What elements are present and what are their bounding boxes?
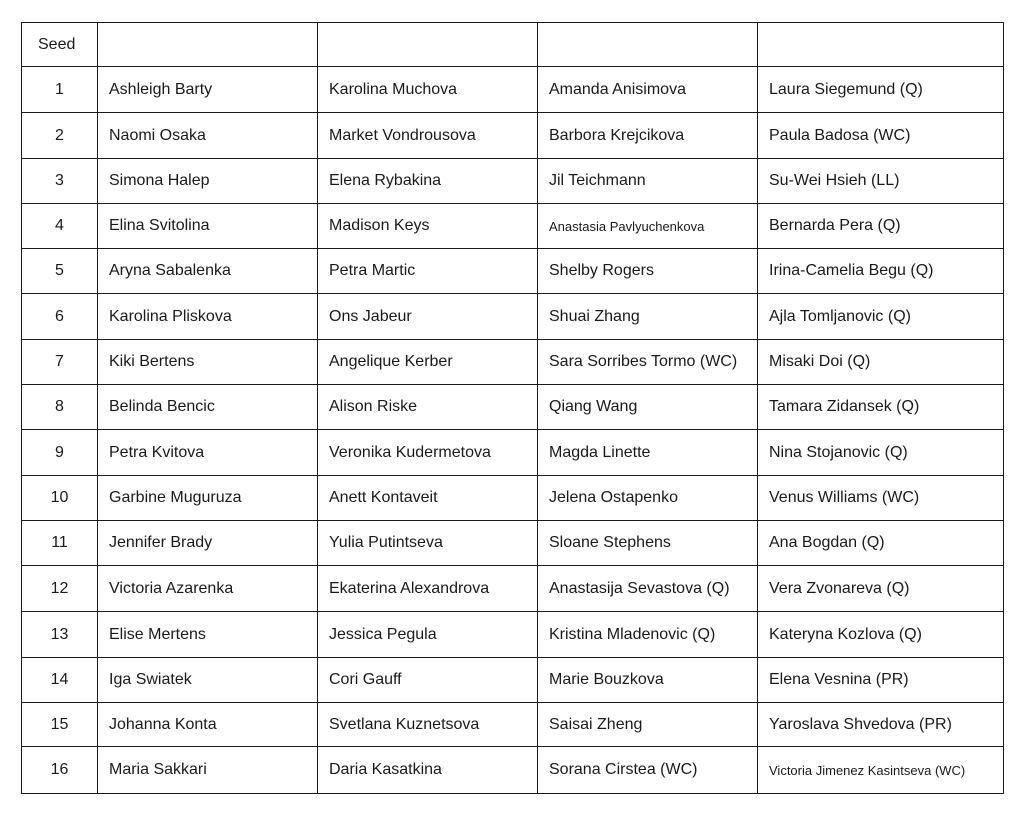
player-name: Market Vondrousova <box>318 113 538 159</box>
player-name: Saisai Zheng <box>538 703 758 747</box>
seed-table <box>21 22 1004 794</box>
player-name: Johanna Konta <box>98 703 318 747</box>
player-name: Anett Kontaveit <box>318 476 538 521</box>
player-name: Svetlana Kuznetsova <box>318 703 538 747</box>
table-row <box>22 476 1004 521</box>
seed-number: 1 <box>22 67 98 113</box>
player-name: Angelique Kerber <box>318 340 538 385</box>
player-name: Bernarda Pera (Q) <box>758 204 1004 249</box>
header-cell <box>318 23 538 67</box>
table-row <box>22 67 1004 113</box>
table-row <box>22 521 1004 566</box>
header-row <box>22 23 1004 67</box>
player-name: Marie Bouzkova <box>538 658 758 703</box>
player-name: Elena Vesnina (PR) <box>758 658 1004 703</box>
player-name: Ons Jabeur <box>318 294 538 340</box>
player-name: Yulia Putintseva <box>318 521 538 566</box>
header-seed: Seed <box>22 23 98 67</box>
player-name: Shuai Zhang <box>538 294 758 340</box>
player-name: Belinda Bencic <box>98 385 318 430</box>
seed-number: 9 <box>22 430 98 476</box>
table-body <box>22 23 1004 794</box>
player-name: Magda Linette <box>538 430 758 476</box>
player-name: Misaki Doi (Q) <box>758 340 1004 385</box>
seed-number: 16 <box>22 747 98 794</box>
player-name: Naomi Osaka <box>98 113 318 159</box>
seed-number: 14 <box>22 658 98 703</box>
player-name: Daria Kasatkina <box>318 747 538 794</box>
seed-number: 2 <box>22 113 98 159</box>
table-row <box>22 113 1004 159</box>
player-name: Kiki Bertens <box>98 340 318 385</box>
player-name: Sara Sorribes Tormo (WC) <box>538 340 758 385</box>
seed-number: 4 <box>22 204 98 249</box>
player-name: Anastasija Sevastova (Q) <box>538 566 758 612</box>
player-name: Venus Williams (WC) <box>758 476 1004 521</box>
player-name: Victoria Jimenez Kasintseva (WC) <box>758 747 1004 794</box>
table-row <box>22 385 1004 430</box>
player-name: Karolina Muchova <box>318 67 538 113</box>
player-name: Simona Halep <box>98 159 318 204</box>
seed-number: 6 <box>22 294 98 340</box>
table-row <box>22 294 1004 340</box>
seed-number: 11 <box>22 521 98 566</box>
player-name: Sloane Stephens <box>538 521 758 566</box>
player-name: Irina-Camelia Begu (Q) <box>758 249 1004 294</box>
player-name: Tamara Zidansek (Q) <box>758 385 1004 430</box>
player-name: Petra Martic <box>318 249 538 294</box>
seed-number: 5 <box>22 249 98 294</box>
player-name: Elena Rybakina <box>318 159 538 204</box>
player-name: Shelby Rogers <box>538 249 758 294</box>
player-name: Qiang Wang <box>538 385 758 430</box>
player-name: Elina Svitolina <box>98 204 318 249</box>
player-name: Paula Badosa (WC) <box>758 113 1004 159</box>
table-row <box>22 658 1004 703</box>
player-name: Vera Zvonareva (Q) <box>758 566 1004 612</box>
table-row <box>22 566 1004 612</box>
header-cell <box>538 23 758 67</box>
player-name: Jelena Ostapenko <box>538 476 758 521</box>
seed-number: 12 <box>22 566 98 612</box>
player-name: Nina Stojanovic (Q) <box>758 430 1004 476</box>
player-name: Iga Swiatek <box>98 658 318 703</box>
player-name: Ashleigh Barty <box>98 67 318 113</box>
player-name: Kristina Mladenovic (Q) <box>538 612 758 658</box>
player-name: Aryna Sabalenka <box>98 249 318 294</box>
player-name: Cori Gauff <box>318 658 538 703</box>
table-row <box>22 340 1004 385</box>
player-name: Alison Riske <box>318 385 538 430</box>
seed-number: 3 <box>22 159 98 204</box>
table-row <box>22 747 1004 794</box>
player-name: Yaroslava Shvedova (PR) <box>758 703 1004 747</box>
player-name: Maria Sakkari <box>98 747 318 794</box>
player-name: Anastasia Pavlyuchenkova <box>538 204 758 249</box>
table-row <box>22 159 1004 204</box>
header-cell <box>758 23 1004 67</box>
player-name: Barbora Krejcikova <box>538 113 758 159</box>
player-name: Madison Keys <box>318 204 538 249</box>
player-name: Ajla Tomljanovic (Q) <box>758 294 1004 340</box>
player-name: Kateryna Kozlova (Q) <box>758 612 1004 658</box>
player-name: Jessica Pegula <box>318 612 538 658</box>
seed-number: 10 <box>22 476 98 521</box>
player-name: Jennifer Brady <box>98 521 318 566</box>
player-name: Su-Wei Hsieh (LL) <box>758 159 1004 204</box>
player-name: Ekaterina Alexandrova <box>318 566 538 612</box>
player-name: Sorana Cirstea (WC) <box>538 747 758 794</box>
player-name: Ana Bogdan (Q) <box>758 521 1004 566</box>
seed-number: 13 <box>22 612 98 658</box>
table-row <box>22 430 1004 476</box>
player-name: Petra Kvitova <box>98 430 318 476</box>
player-name: Victoria Azarenka <box>98 566 318 612</box>
player-name: Veronika Kudermetova <box>318 430 538 476</box>
table-row <box>22 204 1004 249</box>
seed-number: 7 <box>22 340 98 385</box>
table-row <box>22 703 1004 747</box>
seed-number: 15 <box>22 703 98 747</box>
player-name: Karolina Pliskova <box>98 294 318 340</box>
player-name: Laura Siegemund (Q) <box>758 67 1004 113</box>
table-row <box>22 249 1004 294</box>
player-name: Garbine Muguruza <box>98 476 318 521</box>
player-name: Amanda Anisimova <box>538 67 758 113</box>
header-cell <box>98 23 318 67</box>
player-name: Elise Mertens <box>98 612 318 658</box>
seed-number: 8 <box>22 385 98 430</box>
table-row <box>22 612 1004 658</box>
player-name: Jil Teichmann <box>538 159 758 204</box>
